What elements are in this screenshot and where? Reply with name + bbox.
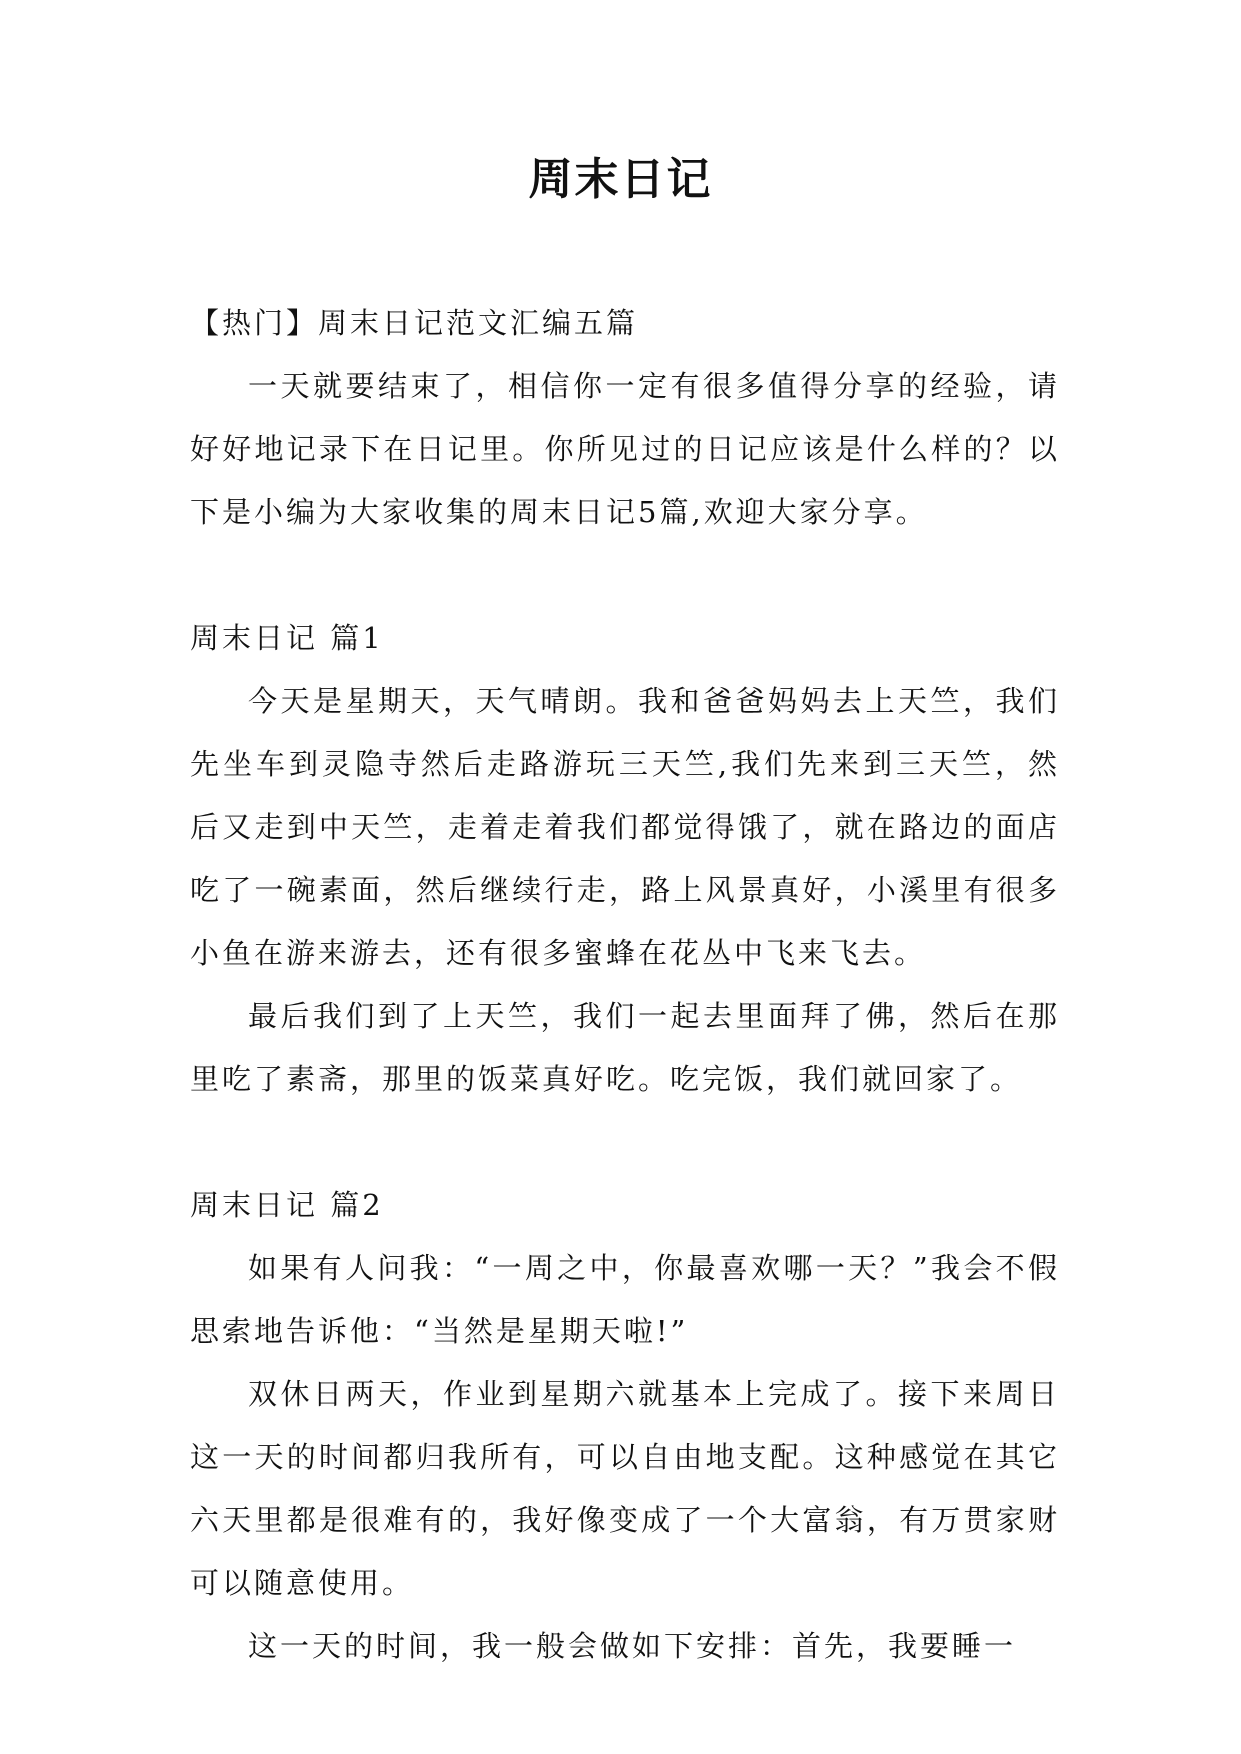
document-subtitle: 【热门】周末日记范文汇编五篇 xyxy=(190,306,639,340)
section-spacer xyxy=(190,544,1060,607)
section-heading-2: 周末日记 篇2 xyxy=(190,1188,384,1222)
section-2-paragraph-3: 这一天的时间，我一般会做如下安排：首先，我要睡一 xyxy=(248,1629,1017,1663)
section-heading-1: 周末日记 篇1 xyxy=(190,621,384,655)
page-title: 周末日记 xyxy=(528,154,713,205)
section-2-paragraph-2: 双休日两天，作业到星期六就基本上完成了。接下来周日这一天的时间都归我所有，可以自由地支配。这种感觉在其它六天里都是很难有的，我好像变成了一个大富翁，有万贯家财可以随意使用。 xyxy=(190,1377,1060,1600)
section-spacer xyxy=(190,1111,1060,1174)
document-body xyxy=(190,292,1060,1678)
intro-paragraph: 一天就要结束了，相信你一定有很多值得分享的经验，请好好地记录下在日记里。你所见过的日记应该是什么样的？以下是小编为大家收集的周末日记5篇,欢迎大家分享。 xyxy=(190,369,1060,529)
section-1-paragraph-2: 最后我们到了上天竺，我们一起去里面拜了佛，然后在那里吃了素斋，那里的饭菜真好吃。吃完饭，我们就回家了。 xyxy=(190,999,1060,1096)
section-2-paragraph-1: 如果有人问我：“一周之中，你最喜欢哪一天？”我会不假思索地告诉他：“当然是星期天啦!” xyxy=(190,1251,1060,1348)
section-1-paragraph-1: 今天是星期天，天气晴朗。我和爸爸妈妈去上天竺，我们先坐车到灵隐寺然后走路游玩三天竺,我们先来到三天竺，然后又走到中天竺，走着走着我们都觉得饿了，就在路边的面店吃了一碗素面，然后继续行走，路上风景真好，小溪里有很多小鱼在游来游去，还有很多蜜蜂在花丛中飞来飞去。 xyxy=(190,684,1060,970)
